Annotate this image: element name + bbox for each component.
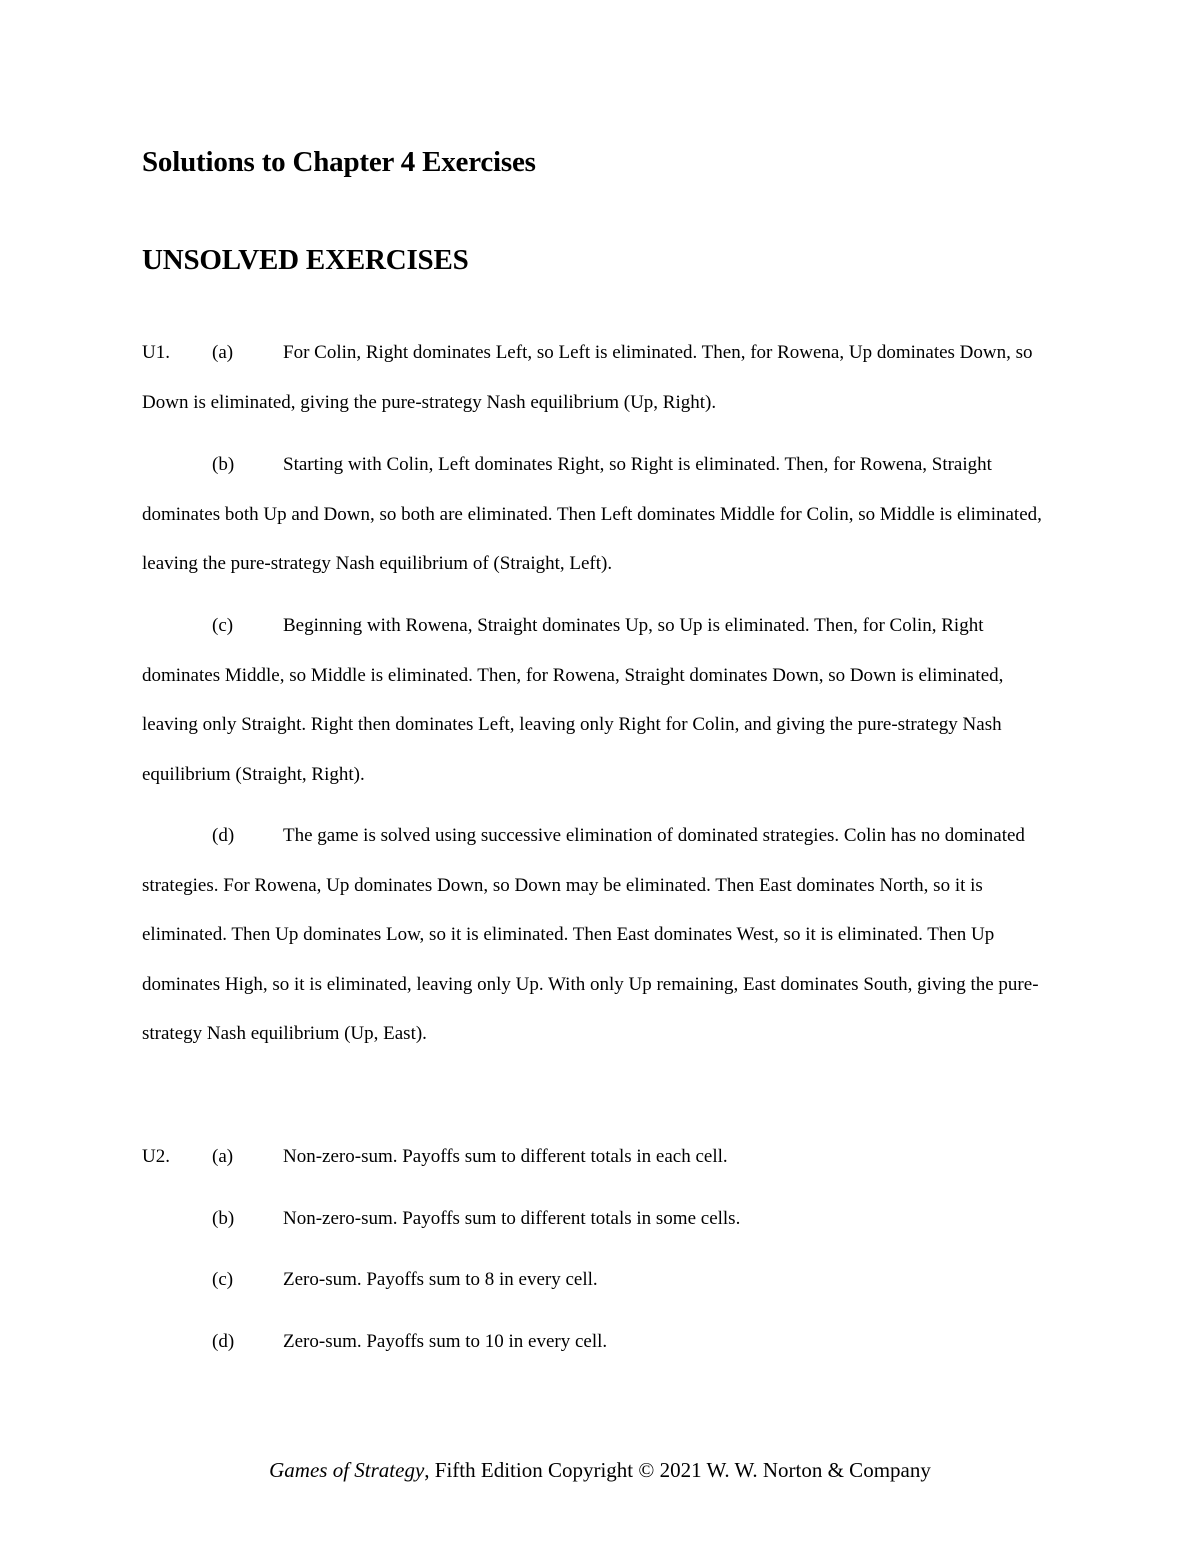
part-text: The game is solved using successive elimination of dominated strategies. Colin has no dominated strategies. For Rowena, Up dominates Down, so Down may be eliminated. Then East dominates North, so it is eliminated. Then Up dominates Low, so it is eliminated. Then East dominates West, so it is eliminated. Then Up dominates High, so it is eliminated, leaving only Up. With only Up remaining, East dominates South, giving the pure-strategy Nash equilibrium (Up, East).: [142, 825, 1039, 1045]
book-title: Games of Strategy: [269, 1458, 425, 1482]
part-label: (d): [212, 1331, 235, 1352]
page-footer: [0, 1456, 1200, 1484]
exercise-u2-part-b: [142, 1206, 740, 1232]
part-label: (b): [212, 1208, 235, 1229]
part-text: For Colin, Right dominates Left, so Left is eliminated. Then, for Rowena, Up dominates Down, so Down is eliminated, giving the pure-strategy Nash equilibrium (Up, Right).: [142, 342, 1033, 413]
exercise-u1-part-d: [142, 811, 1062, 1059]
part-text: Beginning with Rowena, Straight dominates Up, so Up is eliminated. Then, for Colin, Right dominates Middle, so Middle is eliminated. Then, for Rowena, Straight dominates Down, so Down is eliminated, leaving only Straight. Right then dominates Left, leaving only Right for Colin, and giving the pure-strategy Nash equilibrium (Straight, Right).: [142, 615, 1004, 785]
exercise-u1-part-a: [142, 328, 1062, 427]
part-label: (a): [212, 342, 234, 363]
part-text: Non-zero-sum. Payoffs sum to different totals in some cells.: [283, 1208, 741, 1229]
exercise-u2-part-d: [142, 1329, 607, 1355]
exercise-u2-part-c: [142, 1267, 598, 1293]
part-label: (b): [212, 454, 235, 475]
part-text: Zero-sum. Payoffs sum to 10 in every cell.: [283, 1331, 608, 1352]
exercise-number: U1.: [142, 342, 170, 363]
part-text: Zero-sum. Payoffs sum to 8 in every cell.: [283, 1269, 598, 1290]
part-label: (a): [212, 1146, 234, 1167]
exercise-u1-part-c: [142, 601, 1062, 799]
page-title: Solutions to Chapter 4 Exercises: [142, 146, 536, 178]
part-text: Starting with Colin, Left dominates Right, so Right is eliminated. Then, for Rowena, Straight dominates both Up and Down, so both are eliminated. Then Left dominates Middle for Colin, so Middle is eliminated, leaving the pure-strategy Nash equilibrium of (Straight, Left).: [142, 454, 1042, 575]
part-label: (c): [212, 1269, 234, 1290]
exercise-u2-part-a: [142, 1144, 728, 1170]
part-label: (d): [212, 825, 235, 846]
exercise-number: U2.: [142, 1146, 170, 1167]
copyright-text: , Fifth Edition Copyright © 2021 W. W. Norton & Company: [424, 1458, 931, 1482]
part-text: Non-zero-sum. Payoffs sum to different totals in each cell.: [283, 1146, 728, 1167]
part-label: (c): [212, 615, 234, 636]
exercise-u1-part-b: [142, 440, 1062, 589]
section-heading: UNSOLVED EXERCISES: [142, 244, 469, 276]
